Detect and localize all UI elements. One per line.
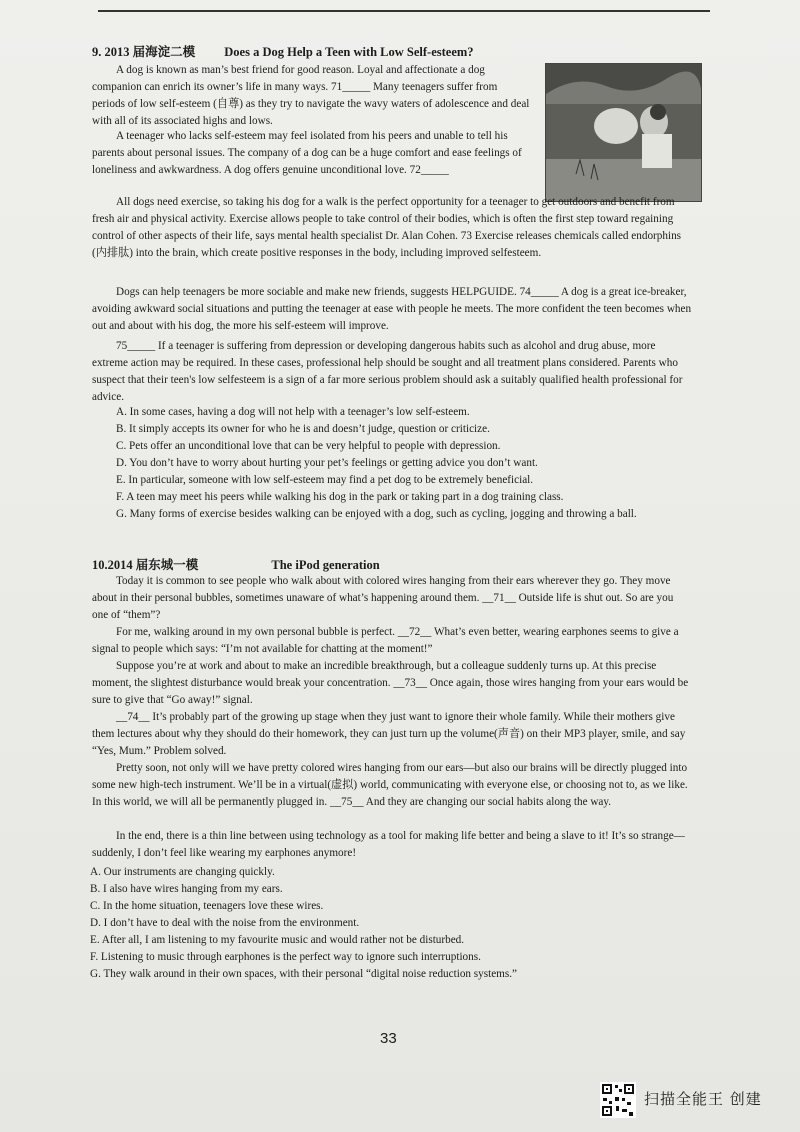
section9-option: G. Many forms of exercise besides walking can be enjoyed with a dog, such as cycling, jogging and throwing a ball. (116, 508, 637, 520)
girl-with-dog-photo (545, 63, 702, 202)
section10-option: E. After all, I am listening to my favourite music and would rather not be disturbed. (90, 934, 465, 946)
section9-option: E. In particular, someone with low self-esteem may find a pet dog to be extremely beneficial. (116, 474, 534, 486)
section9-option: A. In some cases, having a dog will not help with a teenager’s low self-esteem. (116, 406, 470, 418)
section9-paragraph: Dogs can help teenagers be more sociable and make new friends, suggests HELPGUIDE. 74_____ A dog is a great ice-breaker, avoiding awkward social situations and putting the teenager at ease with people he meets. The more confident the teen becomes when out and about with his dog, the more his self-esteem will improve. (92, 286, 692, 332)
section10-option: B. I also have wires hanging from my ears. (90, 883, 283, 895)
section9-paragraph: 75_____ If a teenager is suffering from depression or developing dangerous habits such as alcohol and drug abuse, more extreme action may be required. In these cases, professional help should be sought and all treatment plans considered. Parents who suspect that their teen's low selfesteem is a sign of a far more serious problem should ask a suitably qualified health professional for advice. (92, 340, 683, 403)
section10-option: G. They walk around in their own spaces, with their personal “digital noise reduction systems.” (90, 968, 517, 980)
section9-paragraph: All dogs need exercise, so taking his dog for a walk is the perfect opportunity for a teenager to get outdoors and benefit from fresh air and physical activity. Exercise allows people to take control of their bodies, which is often the first step toward regaining control of other aspects of their life, says mental health specialist Dr. Alan Cohen. 73 Exercise releases chemicals called endorphins (内排肽) into the brain, which create positive responses in the body, including improved selfesteem. (92, 196, 682, 259)
section10-paragraph: __74__ It’s probably part of the growing up stage when they just want to ignore their whole family. While their mothers give them lectures about why they should do their homework, they can just turn up the volume(声音) on their MP3 player, smile, and say “Yes, Mum.” Problem solved. (92, 711, 686, 757)
section10-title: The iPod generation (271, 558, 380, 572)
section9-title: Does a Dog Help a Teen with Low Self-esteem? (224, 45, 474, 59)
page-number: 33 (380, 1030, 397, 1047)
section9-option: F. A teen may meet his peers while walking his dog in the park or taking part in a dog training class. (116, 491, 564, 503)
section10-option: F. Listening to music through earphones is the perfect way to ignore such interruptions. (90, 951, 481, 963)
section9-heading (92, 42, 474, 60)
section10-option: A. Our instruments are changing quickly. (90, 866, 275, 878)
section9-option: C. Pets offer an unconditional love that can be very helpful to people with depression. (116, 440, 501, 452)
section9-paragraph: A teenager who lacks self-esteem may feel isolated from his peers and unable to tell his parents about personal issues. The company of a dog can be a huge comfort and ease feelings of loneliness and awkwardness. A dog offers genuine unconditional love. 72_____ (92, 130, 522, 176)
section10-heading (92, 555, 380, 573)
section9-option: D. You don’t have to worry about hurting your pet’s feelings or getting advice you don’t want. (116, 457, 538, 469)
section10-paragraph: Today it is common to see people who walk about with colored wires hanging from their ears wherever they go. They move about in their personal bubbles, sometimes unaware of what’s happening around them. __71__ Outside life is shut out. So are you one of “them”? (92, 575, 674, 621)
section10-label: 10.2014 届东城一模 (92, 558, 199, 572)
section9-option: B. It simply accepts its owner for who he is and doesn’t judge, question or criticize. (116, 423, 490, 435)
section9-paragraph: A dog is known as man’s best friend for good reason. Loyal and affectionate a dog companion can enrich its owner’s life in many ways. 71_____ Many teenagers suffer from periods of low self-esteem (自尊) as they try to navigate the wavy waters of adolescence and deal with all of its associated highs and lows. (92, 64, 530, 127)
qr-code-icon (600, 1082, 636, 1118)
top-rule (98, 10, 710, 12)
section10-paragraph: Pretty soon, not only will we have pretty colored wires hanging from our ears—but also our brains will be directly plugged into some new high-tech instrument. We’ll be in a virtual(虚拟) world, communicating with everyone else, or choosing not to, as we like. In this world, we will all be permanently plugged in. __75__ And they are changing our social habits along the way. (92, 762, 688, 808)
section10-paragraph: For me, walking around in my own personal bubble is perfect. __72__ What’s even better, wearing earphones seems to give a signal to people which says: “I’m not available for chatting at the moment!” (92, 626, 679, 655)
section9-label: 9. 2013 届海淀二模 (92, 45, 196, 59)
section10-option: C. In the home situation, teenagers love these wires. (90, 900, 324, 912)
section10-option: D. I don’t have to deal with the noise from the environment. (90, 917, 360, 929)
section10-paragraph: In the end, there is a thin line between using technology as a tool for making life better and being a slave to it! It’s so strange—suddenly, I don’t feel like wearing my earphones anymore! (92, 830, 685, 859)
scanner-watermark-text: 扫描全能王 创建 (644, 1090, 762, 1108)
section10-paragraph: Suppose you’re at work and about to make an incredible breakthrough, but a colleague suddenly turns up. At this precise moment, the slightest disturbance would break your concentration. __73__ Once again, those wires hanging from your ears would be sure to give that “Go away!” signal. (92, 660, 689, 706)
